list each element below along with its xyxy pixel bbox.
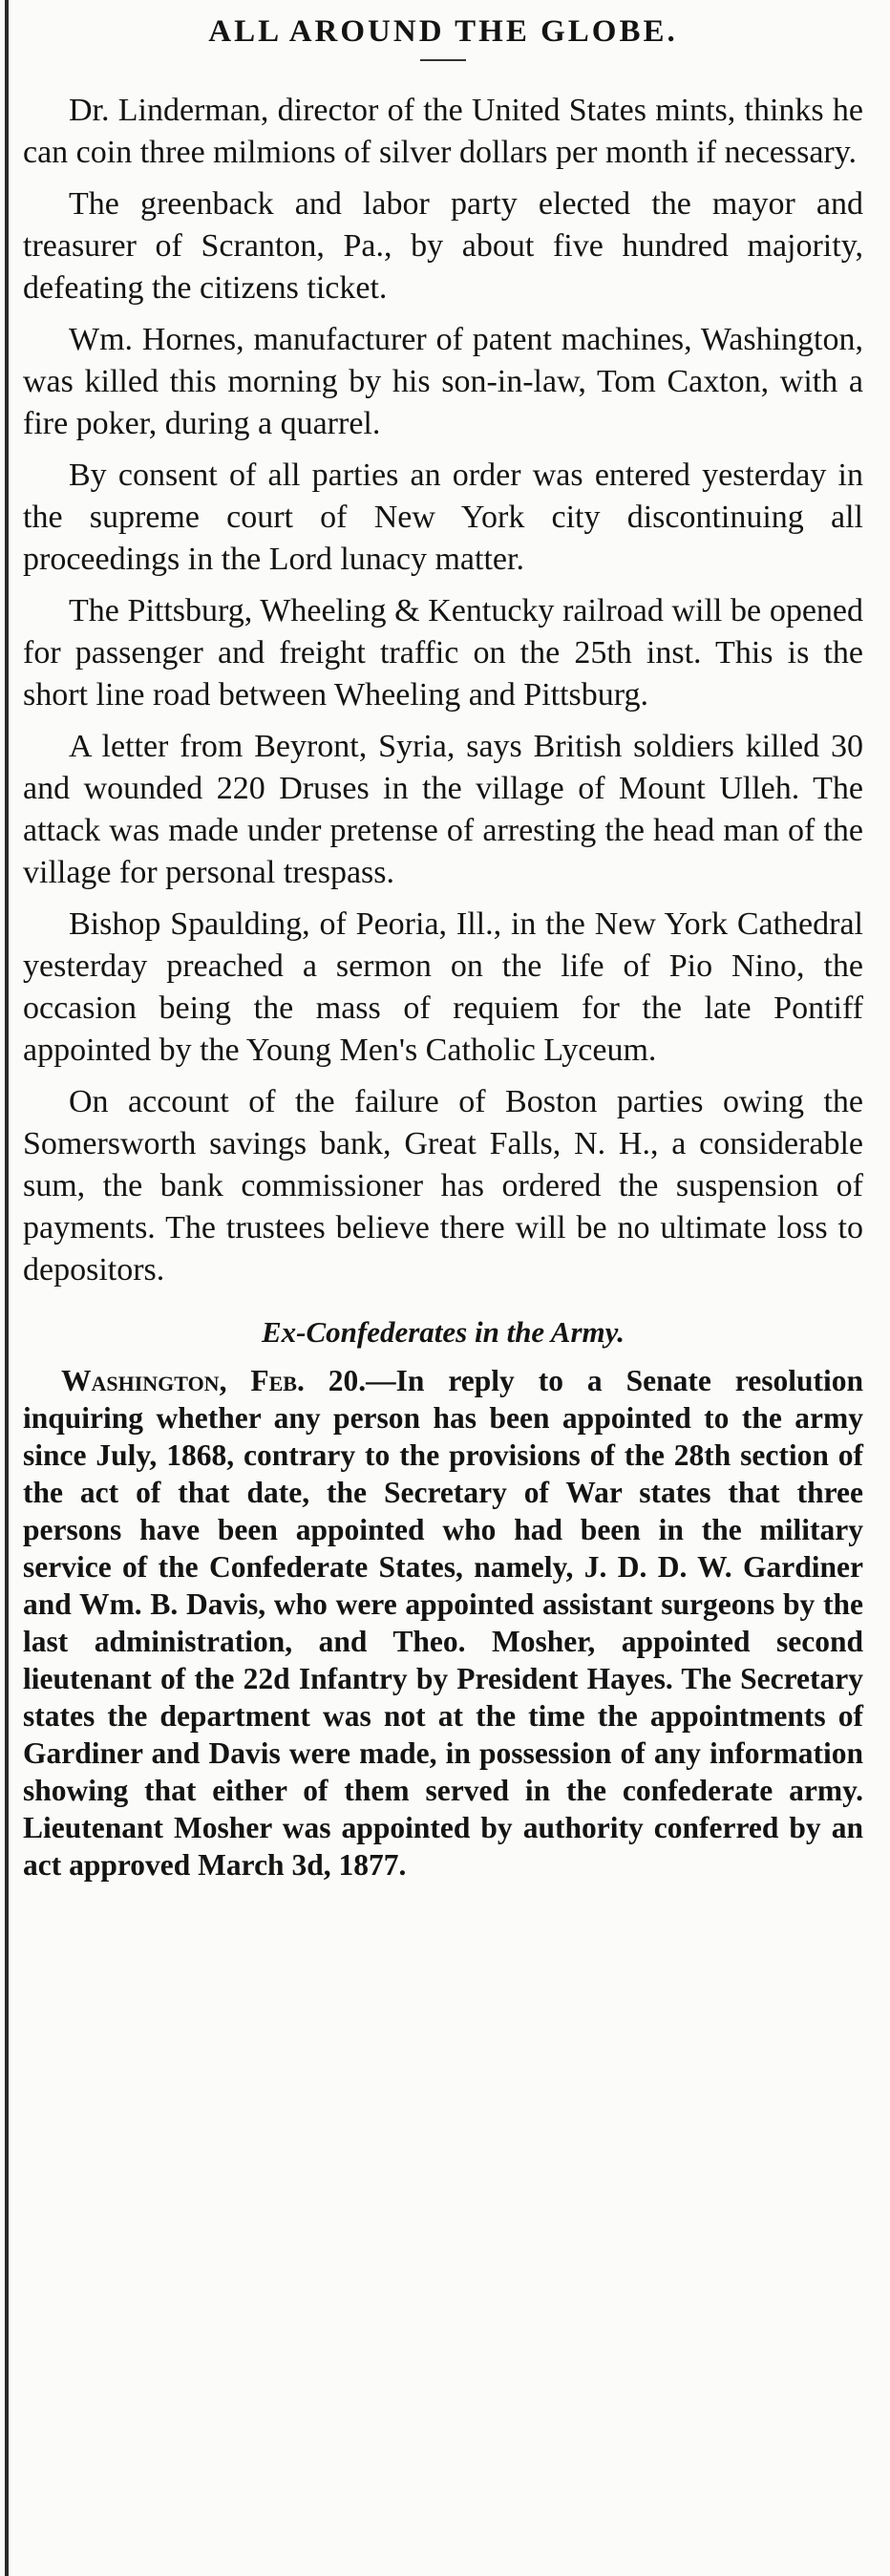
news-item: Dr. Linderman, director of the United States mints, thinks he can coin three milmions of silver dollars per month if necessary. [23, 93, 863, 170]
headline-divider [420, 59, 466, 61]
news-item: The greenback and labor party elected the mayor and treasurer of Scranton, Pa., by about five hundred majority, defeating the citizens ticket. [23, 186, 863, 306]
news-item: By consent of all parties an order was entered yesterday in the supreme court of New York city discontinuing all proceedings in the Lord lunacy matter. [23, 458, 863, 577]
article-column [23, 0, 863, 1884]
section-subhead: Ex-Confederates in the Army. [261, 1315, 625, 1349]
dispatch-paragraph [23, 1362, 863, 1884]
column-rule [5, 0, 9, 2576]
news-item: A letter from Beyront, Syria, says British soldiers killed 30 and wounded 220 Druses in the village of Mount Ulleh. The attack was made under pretense of arresting the head man of the village for personal trespass. [23, 729, 863, 890]
news-item: The Pittsburg, Wheeling & Kentucky railroad will be opened for passenger and freight traffic on the 25th inst. This is the short line road between Wheeling and Pittsburg. [23, 593, 863, 713]
dispatch-body: —In reply to a Senate resolution inquiring whether any person has been appointed to the army since July, 1868, contrary to the provisions of the 28th section of the act of that date, the Secretary of War states that three persons have been appointed who had been in the military service of the Confederate States, namely, J. D. D. W. Gardiner and Wm. B. Davis, who were appointed assistant surgeons by the last administration, and Theo. Mosher, appointed second lieutenant of the 22d Infantry by President Hayes. The Secretary states the department was not at the time the appointments of Gardiner and Davis were made, in possession of any information showing that either of them served in the confederate army. Lieutenant Mosher was appointed by authority conferred by an act approved March 3d, 1877. [23, 1364, 863, 1882]
headline: ALL AROUND THE GLOBE. [208, 14, 678, 49]
news-item: Wm. Hornes, manufacturer of patent machines, Washington, was killed this morning by his son-in-law, Tom Caxton, with a fire poker, during a quarrel. [23, 322, 863, 441]
news-item: On account of the failure of Boston parties owing the Somersworth savings bank, Great Falls, N. H., a considerable sum, the bank commissioner has ordered the suspension of payments. The trustees believe there will be no ultimate loss to depositors. [23, 1084, 863, 1288]
news-item: Bishop Spaulding, of Peoria, Ill., in the New York Cathedral yesterday preached a sermon on the life of Pio Nino, the occasion being the mass of requiem for the late Pontiff appointed by the Young Men's Catholic Lyceum. [23, 906, 863, 1068]
dateline: Washington, Feb. 20. [61, 1364, 367, 1397]
